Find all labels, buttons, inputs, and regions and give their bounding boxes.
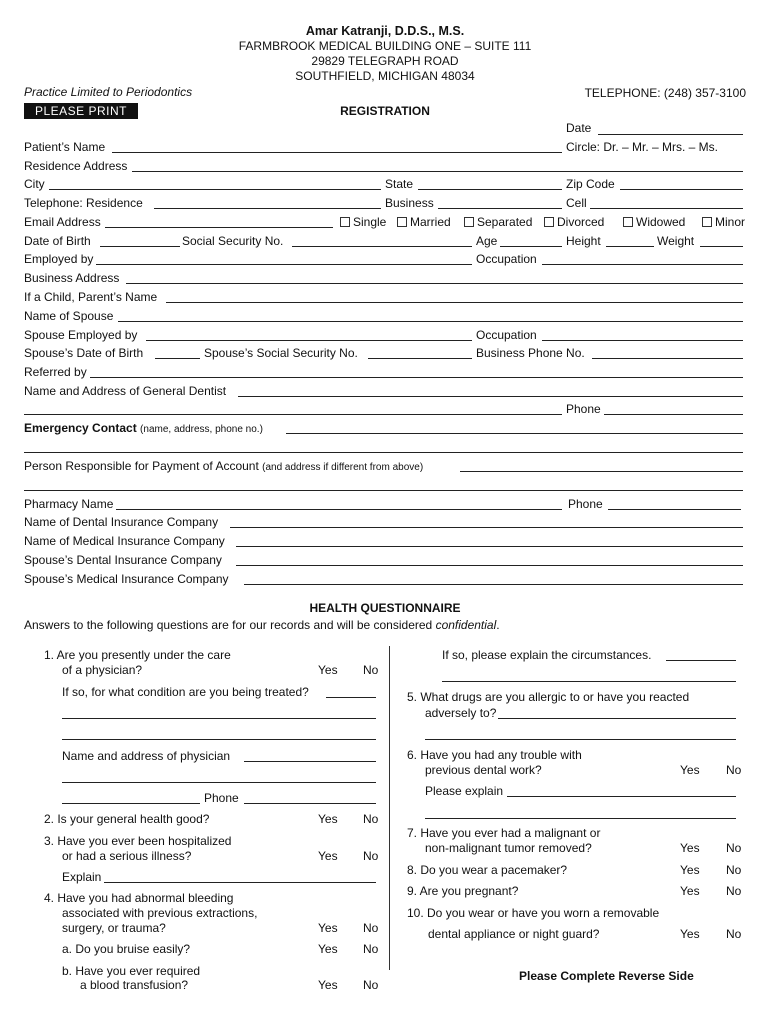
q10-line2: dental appliance or night guard?: [428, 927, 600, 941]
telephone: TELEPHONE: (248) 357-3100: [584, 86, 746, 100]
referred-field[interactable]: [90, 377, 743, 378]
q6-explain-field[interactable]: [507, 796, 736, 797]
parent-name-field[interactable]: [166, 302, 743, 303]
address-line3: SOUTHFIELD, MICHIGAN 48034: [295, 69, 475, 83]
spouse-dental-ins-label: Spouse’s Dental Insurance Company: [24, 553, 222, 567]
height-field[interactable]: [606, 246, 654, 247]
city-field[interactable]: [49, 189, 381, 190]
spouse-occupation-label: Occupation: [476, 328, 537, 342]
business-field[interactable]: [438, 208, 562, 209]
age-field[interactable]: [500, 246, 562, 247]
occupation-field[interactable]: [542, 264, 743, 265]
dentist-phone-label: Phone: [566, 402, 601, 416]
zip-field[interactable]: [620, 189, 743, 190]
q4b-no[interactable]: No: [363, 978, 379, 992]
medical-ins-label: Name of Medical Insurance Company: [24, 534, 225, 548]
ssn-field[interactable]: [292, 246, 472, 247]
patient-name-field[interactable]: [112, 152, 562, 153]
q9-no[interactable]: No: [726, 884, 742, 898]
pharmacy-label: Pharmacy Name: [24, 497, 114, 511]
payment-note: (and address if different from above): [262, 462, 424, 473]
spouse-dob-field[interactable]: [155, 358, 200, 359]
q8-yes[interactable]: Yes: [680, 863, 700, 877]
spouse-ssn-label: Spouse’s Social Security No.: [204, 346, 358, 360]
business-label: Business: [385, 196, 434, 210]
q2-no[interactable]: No: [363, 812, 379, 826]
q10-no[interactable]: No: [726, 927, 742, 941]
q1-line1: 1. Are you presently under the care: [44, 648, 231, 662]
q1-phone-label: Phone: [204, 791, 239, 805]
business-address-label: Business Address: [24, 271, 120, 285]
checkbox-icon[interactable]: [340, 217, 350, 227]
q6-line1: 6. Have you had any trouble with: [407, 748, 582, 762]
q1-physician-field-2[interactable]: [62, 782, 376, 783]
q4-line3: surgery, or trauma?: [62, 921, 166, 935]
q3-explain-field[interactable]: [104, 882, 376, 883]
age-label: Age: [476, 234, 498, 248]
weight-field[interactable]: [700, 246, 743, 247]
cell-field[interactable]: [590, 208, 743, 209]
email-label: Email Address: [24, 215, 101, 229]
spouse-name-label: Name of Spouse: [24, 309, 114, 323]
marital-minor[interactable]: Minor: [702, 215, 745, 229]
q4b-yes[interactable]: Yes: [318, 978, 338, 992]
q5-field-2[interactable]: [425, 739, 736, 740]
emergency-field[interactable]: [286, 433, 743, 434]
q3-explain-label: Explain: [62, 870, 102, 884]
pharmacy-phone-field[interactable]: [608, 509, 741, 510]
checkbox-icon[interactable]: [623, 217, 633, 227]
referred-label: Referred by: [24, 365, 87, 379]
dental-ins-label: Name of Dental Insurance Company: [24, 515, 219, 529]
q4a-no[interactable]: No: [363, 942, 379, 956]
q4b-line1: b. Have you ever required: [62, 964, 201, 978]
q5-line1: 5. What drugs are you allergic to or have you reacted: [407, 690, 690, 704]
pharmacy-phone-label: Phone: [568, 497, 603, 511]
q9-text: 9. Are you pregnant?: [407, 884, 519, 898]
marital-widowed[interactable]: Widowed: [623, 215, 685, 229]
q7-line1: 7. Have you ever had a malignant or: [407, 826, 601, 840]
q1-condition-field-3[interactable]: [62, 739, 376, 740]
marital-separated[interactable]: Separated: [464, 215, 532, 229]
emergency-note: (name, address, phone no.): [140, 424, 263, 435]
weight-label: Weight: [657, 234, 695, 248]
q6-no[interactable]: No: [726, 763, 742, 777]
marital-single[interactable]: Single: [340, 215, 386, 229]
q1-phone-field[interactable]: [244, 803, 376, 804]
ssn-label: Social Security No.: [182, 234, 284, 248]
checkbox-icon[interactable]: [397, 217, 407, 227]
q8-no[interactable]: No: [726, 863, 742, 877]
payment-label: [24, 459, 423, 473]
spouse-employed-field[interactable]: [146, 340, 472, 341]
date-field[interactable]: [598, 134, 743, 135]
dentist-label: Name and Address of General Dentist: [24, 384, 227, 398]
address-line1: FARMBROOK MEDICAL BUILDING ONE – SUITE 111: [238, 39, 532, 53]
pharmacy-field[interactable]: [116, 509, 562, 510]
q7-line2: non-malignant tumor removed?: [425, 841, 592, 855]
q7-yes[interactable]: Yes: [680, 841, 700, 855]
dentist-field[interactable]: [238, 396, 743, 397]
q9-yes[interactable]: Yes: [680, 884, 700, 898]
dentist-field-cont[interactable]: [24, 414, 562, 415]
q6-explain-label: Please explain: [425, 784, 504, 798]
tel-res-label: Telephone: Residence: [24, 196, 143, 210]
date-label: Date: [566, 121, 592, 135]
state-label: State: [385, 177, 414, 191]
emergency-title: Emergency Contact: [24, 421, 137, 435]
business-phone-field[interactable]: [592, 358, 743, 359]
city-label: City: [24, 177, 45, 191]
q3-line2: or had a serious illness?: [62, 849, 192, 863]
zip-label: Zip Code: [566, 177, 615, 191]
q1-no[interactable]: No: [363, 663, 379, 677]
residence-field[interactable]: [132, 171, 743, 172]
dental-ins-field[interactable]: [230, 527, 743, 528]
business-address-field[interactable]: [126, 283, 743, 284]
registration-title: REGISTRATION: [340, 104, 430, 118]
q2-yes[interactable]: Yes: [318, 812, 338, 826]
dob-label: Date of Birth: [24, 234, 91, 248]
health-intro: [24, 618, 500, 632]
q3-no[interactable]: No: [363, 849, 379, 863]
please-print-label: PLEASE PRINT: [24, 103, 138, 119]
doctor-name: Amar Katranji, D.D.S., M.S.: [305, 24, 465, 38]
dentist-phone-field[interactable]: [604, 414, 743, 415]
q1-condition-label: If so, for what condition are you being treated?: [62, 685, 309, 699]
spouse-ssn-field[interactable]: [368, 358, 472, 359]
cell-label: Cell: [566, 196, 587, 210]
practice-note: Practice Limited to Periodontics: [24, 85, 193, 99]
q4-circumstances-label: If so, please explain the circumstances.: [442, 648, 652, 662]
payment-title: Person Responsible for Payment of Account: [24, 459, 259, 473]
q1-line2: of a physician?: [62, 663, 143, 677]
q5-line2: adversely to?: [425, 706, 497, 720]
emergency-label: [24, 421, 263, 435]
q4-yes[interactable]: Yes: [318, 921, 338, 935]
title-circle[interactable]: Circle: Dr. – Mr. – Mrs. – Ms.: [566, 140, 719, 154]
q4-circumstances-field[interactable]: [666, 660, 736, 661]
q4-circumstances-field-2[interactable]: [442, 681, 736, 682]
q4-line1: 4. Have you had abnormal bleeding: [44, 891, 234, 905]
spouse-medical-ins-label: Spouse’s Medical Insurance Company: [24, 572, 229, 586]
q4a-text: a. Do you bruise easily?: [62, 942, 191, 956]
q1-physician-label: Name and address of physician: [62, 749, 231, 763]
reverse-side-note: Please Complete Reverse Side: [519, 969, 694, 983]
intro-em: confidential: [435, 618, 497, 632]
q2-text: 2. Is your general health good?: [44, 812, 210, 826]
employed-field[interactable]: [96, 264, 472, 265]
payment-field-cont[interactable]: [24, 490, 743, 491]
spouse-dental-ins-field[interactable]: [236, 565, 743, 566]
q4b-line2: a blood transfusion?: [80, 978, 189, 992]
occupation-label: Occupation: [476, 252, 537, 266]
checkbox-icon[interactable]: [464, 217, 474, 227]
parent-name-label: If a Child, Parent’s Name: [24, 290, 158, 304]
q4-line2: associated with previous extractions,: [62, 906, 258, 920]
medical-ins-field[interactable]: [236, 546, 743, 547]
intro-end: .: [496, 618, 500, 632]
spouse-dob-label: Spouse’s Date of Birth: [24, 346, 144, 360]
height-label: Height: [566, 234, 601, 248]
q6-explain-field-2[interactable]: [425, 818, 736, 819]
payment-field[interactable]: [460, 471, 743, 472]
spouse-name-field[interactable]: [118, 321, 743, 322]
q6-yes[interactable]: Yes: [680, 763, 700, 777]
column-divider: [389, 646, 390, 970]
checkbox-icon[interactable]: [544, 217, 554, 227]
intro-text: Answers to the following questions are for our records and will be considered: [24, 618, 433, 632]
spouse-medical-ins-field[interactable]: [244, 584, 743, 585]
q7-no[interactable]: No: [726, 841, 742, 855]
employed-label: Employed by: [24, 252, 94, 266]
q6-line2: previous dental work?: [425, 763, 542, 777]
patient-name-label: Patient’s Name: [24, 140, 106, 154]
marital-divorced[interactable]: Divorced: [544, 215, 604, 229]
tel-res-field[interactable]: [154, 208, 381, 209]
checkbox-icon[interactable]: [702, 217, 712, 227]
q1-physician-field[interactable]: [244, 761, 376, 762]
residence-label: Residence Address: [24, 159, 128, 173]
q5-field[interactable]: [498, 718, 736, 719]
q10-yes[interactable]: Yes: [680, 927, 700, 941]
dob-field[interactable]: [100, 246, 180, 247]
state-field[interactable]: [418, 189, 562, 190]
q1-physician-field-3[interactable]: [62, 803, 200, 804]
q3-yes[interactable]: Yes: [318, 849, 338, 863]
marital-married[interactable]: Married: [397, 215, 451, 229]
q8-text: 8. Do you wear a pacemaker?: [407, 863, 568, 877]
q1-yes[interactable]: Yes: [318, 663, 338, 677]
q4-no[interactable]: No: [363, 921, 379, 935]
q10-line1: 10. Do you wear or have you worn a removable: [407, 906, 660, 920]
spouse-employed-label: Spouse Employed by: [24, 328, 138, 342]
address-line2: 29829 TELEGRAPH ROAD: [311, 54, 459, 68]
q4a-yes[interactable]: Yes: [318, 942, 338, 956]
q1-condition-field-2[interactable]: [62, 718, 376, 719]
q1-condition-field[interactable]: [326, 697, 376, 698]
spouse-occupation-field[interactable]: [542, 340, 743, 341]
q3-line1: 3. Have you ever been hospitalized: [44, 834, 232, 848]
health-title: HEALTH QUESTIONNAIRE: [309, 601, 461, 615]
business-phone-label: Business Phone No.: [476, 346, 585, 360]
email-field[interactable]: [105, 227, 333, 228]
emergency-field-cont[interactable]: [24, 452, 743, 453]
